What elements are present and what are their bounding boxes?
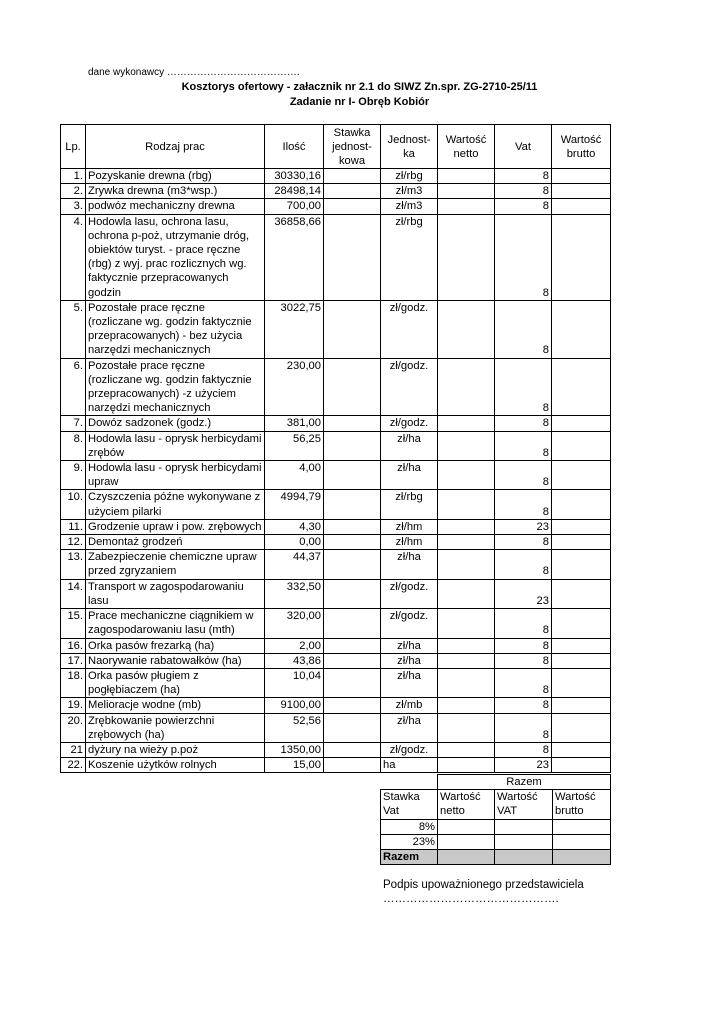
row-net-value xyxy=(438,519,495,534)
row-quantity: 0,00 xyxy=(265,535,324,550)
row-unit: zł/godz. xyxy=(381,579,438,608)
table-row xyxy=(61,550,611,579)
row-vat: 8 xyxy=(495,416,552,431)
row-unit-rate xyxy=(324,184,381,199)
row-unit-rate xyxy=(324,358,381,416)
row-vat: 23 xyxy=(495,519,552,534)
row-gross-value xyxy=(552,668,611,697)
row-net-value xyxy=(438,638,495,653)
row-work-type: Zrywka drewna (m3*wsp.) xyxy=(86,184,265,199)
row-unit-rate xyxy=(324,653,381,668)
header-rodzaj-prac: Rodzaj prac xyxy=(86,125,265,169)
row-gross-value xyxy=(552,214,611,300)
row-lp: 4. xyxy=(61,214,86,300)
row-gross-value xyxy=(552,358,611,416)
row-quantity: 2,00 xyxy=(265,638,324,653)
row-unit: zł/ha xyxy=(381,550,438,579)
row-unit: zł/ha xyxy=(381,638,438,653)
summary-cell xyxy=(495,820,553,835)
row-vat: 8 xyxy=(495,184,552,199)
table-body xyxy=(61,169,611,773)
row-vat: 8 xyxy=(495,653,552,668)
row-vat: 8 xyxy=(495,300,552,358)
row-gross-value xyxy=(552,199,611,214)
row-quantity: 3022,75 xyxy=(265,300,324,358)
signature-label: Podpis upoważnionego przedstawiciela xyxy=(383,879,584,891)
row-lp: 18. xyxy=(61,668,86,697)
row-lp: 15. xyxy=(61,609,86,638)
row-unit-rate xyxy=(324,550,381,579)
row-unit: zł/godz. xyxy=(381,416,438,431)
row-work-type: Prace mechaniczne ciągnikiem w zagospodarowaniu lasu (mth) xyxy=(86,609,265,638)
row-work-type: Koszenie użytków rolnych xyxy=(86,758,265,773)
row-lp: 8. xyxy=(61,431,86,460)
summary-wartosc-brutto: Wartość brutto xyxy=(553,790,611,820)
row-quantity: 28498,14 xyxy=(265,184,324,199)
table-row xyxy=(61,609,611,638)
summary-cell xyxy=(438,820,495,835)
row-vat: 8 xyxy=(495,535,552,550)
row-unit-rate xyxy=(324,742,381,757)
header-lp: Lp. xyxy=(61,125,86,169)
row-unit: zł/ha xyxy=(381,461,438,490)
row-quantity: 381,00 xyxy=(265,416,324,431)
row-gross-value xyxy=(552,184,611,199)
table-row xyxy=(61,199,611,214)
row-lp: 22. xyxy=(61,758,86,773)
row-lp: 21 xyxy=(61,742,86,757)
summary-rate-8: 8% xyxy=(381,820,438,835)
row-net-value xyxy=(438,742,495,757)
summary-cell xyxy=(553,850,611,865)
row-vat: 8 xyxy=(495,490,552,519)
row-quantity: 52,56 xyxy=(265,713,324,742)
row-vat: 8 xyxy=(495,461,552,490)
row-unit: zł/m3 xyxy=(381,184,438,199)
row-gross-value xyxy=(552,416,611,431)
row-net-value xyxy=(438,668,495,697)
row-unit: zł/m3 xyxy=(381,199,438,214)
row-unit: zł/ha xyxy=(381,668,438,697)
row-gross-value xyxy=(552,550,611,579)
table-row xyxy=(61,668,611,697)
row-vat: 8 xyxy=(495,550,552,579)
summary-cell xyxy=(553,820,611,835)
document-subtitle: Zadanie nr I- Obręb Kobiór xyxy=(289,96,430,108)
row-lp: 2. xyxy=(61,184,86,199)
row-lp: 1. xyxy=(61,169,86,184)
row-net-value xyxy=(438,300,495,358)
row-gross-value xyxy=(552,431,611,460)
row-gross-value xyxy=(552,638,611,653)
header-ilosc: Ilość xyxy=(265,125,324,169)
row-work-type: Pozyskanie drewna (rbg) xyxy=(86,169,265,184)
row-unit-rate xyxy=(324,431,381,460)
row-lp: 6. xyxy=(61,358,86,416)
row-unit-rate xyxy=(324,535,381,550)
row-quantity: 700,00 xyxy=(265,199,324,214)
summary-cell xyxy=(438,835,495,850)
table-row xyxy=(61,169,611,184)
summary-stawka-vat: Stawka Vat xyxy=(381,790,438,820)
row-lp: 7. xyxy=(61,416,86,431)
row-quantity: 4,30 xyxy=(265,519,324,534)
row-unit-rate xyxy=(324,300,381,358)
header-stawka: Stawka jednost-kowa xyxy=(324,125,381,169)
row-unit-rate xyxy=(324,638,381,653)
vat-summary-table xyxy=(380,774,611,865)
row-unit: zł/mb xyxy=(381,698,438,713)
table-row xyxy=(61,431,611,460)
row-vat: 8 xyxy=(495,668,552,697)
row-unit-rate xyxy=(324,490,381,519)
row-unit-rate xyxy=(324,214,381,300)
row-quantity: 332,50 xyxy=(265,579,324,608)
row-net-value xyxy=(438,169,495,184)
row-gross-value xyxy=(552,713,611,742)
contractor-data-line: dane wykonawcy …………………………………. xyxy=(88,67,300,78)
row-net-value xyxy=(438,199,495,214)
row-net-value xyxy=(438,698,495,713)
table-row xyxy=(61,214,611,300)
row-unit-rate xyxy=(324,698,381,713)
row-lp: 16. xyxy=(61,638,86,653)
row-vat: 23 xyxy=(495,758,552,773)
row-vat: 8 xyxy=(495,742,552,757)
summary-cell xyxy=(438,850,495,865)
row-net-value xyxy=(438,550,495,579)
row-quantity: 9100,00 xyxy=(265,698,324,713)
row-lp: 10. xyxy=(61,490,86,519)
row-lp: 20. xyxy=(61,713,86,742)
row-unit: zł/ha xyxy=(381,653,438,668)
row-vat: 8 xyxy=(495,713,552,742)
row-net-value xyxy=(438,490,495,519)
row-lp: 12. xyxy=(61,535,86,550)
row-gross-value xyxy=(552,535,611,550)
summary-wartosc-vat: Wartość VAT xyxy=(495,790,553,820)
table-row xyxy=(61,653,611,668)
row-net-value xyxy=(438,184,495,199)
row-vat: 8 xyxy=(495,609,552,638)
table-row xyxy=(61,638,611,653)
row-unit: zł/rbg xyxy=(381,214,438,300)
summary-total-label: Razem xyxy=(381,850,438,865)
row-lp: 17. xyxy=(61,653,86,668)
row-work-type: dyżury na wieży p.poż xyxy=(86,742,265,757)
row-quantity: 56,25 xyxy=(265,431,324,460)
table-row xyxy=(61,713,611,742)
row-gross-value xyxy=(552,742,611,757)
row-quantity: 320,00 xyxy=(265,609,324,638)
row-vat: 23 xyxy=(495,579,552,608)
signature-line: ………………………………………. xyxy=(383,893,559,905)
row-gross-value xyxy=(552,169,611,184)
table-row xyxy=(61,461,611,490)
row-unit-rate xyxy=(324,579,381,608)
row-work-type: Zrębkowanie powierzchni zrębowych (ha) xyxy=(86,713,265,742)
row-gross-value xyxy=(552,579,611,608)
row-work-type: Orka pasów frezarką (ha) xyxy=(86,638,265,653)
row-quantity: 4,00 xyxy=(265,461,324,490)
row-work-type: Orka pasów pługiem z pogłębiaczem (ha) xyxy=(86,668,265,697)
row-vat: 8 xyxy=(495,214,552,300)
row-vat: 8 xyxy=(495,358,552,416)
table-row xyxy=(61,300,611,358)
table-row xyxy=(61,698,611,713)
row-vat: 8 xyxy=(495,698,552,713)
summary-cell xyxy=(553,835,611,850)
row-unit: zł/rbg xyxy=(381,169,438,184)
row-lp: 3. xyxy=(61,199,86,214)
row-quantity: 10,04 xyxy=(265,668,324,697)
row-work-type: podwóz mechaniczny drewna xyxy=(86,199,265,214)
row-unit: zł/godz. xyxy=(381,300,438,358)
summary-rate-23: 23% xyxy=(381,835,438,850)
row-unit: zł/godz. xyxy=(381,609,438,638)
row-net-value xyxy=(438,358,495,416)
row-unit-rate xyxy=(324,519,381,534)
row-unit-rate xyxy=(324,461,381,490)
row-work-type: Hodowla lasu - oprysk herbicydami zrębów xyxy=(86,431,265,460)
table-row xyxy=(61,579,611,608)
row-unit: zł/hm xyxy=(381,519,438,534)
row-unit: ha xyxy=(381,758,438,773)
row-unit-rate xyxy=(324,609,381,638)
row-gross-value xyxy=(552,698,611,713)
row-quantity: 43,86 xyxy=(265,653,324,668)
row-gross-value xyxy=(552,758,611,773)
row-work-type: Zabezpieczenie chemiczne upraw przed zgryzaniem xyxy=(86,550,265,579)
row-lp: 9. xyxy=(61,461,86,490)
header-wartosc-netto: Wartość netto xyxy=(438,125,495,169)
row-work-type: Pozostałe prace ręczne (rozliczane wg. godzin faktycznie przepracowanych) - bez użycia narzędzi mechanicznych xyxy=(86,300,265,358)
table-row xyxy=(61,490,611,519)
row-quantity: 230,00 xyxy=(265,358,324,416)
row-quantity: 30330,16 xyxy=(265,169,324,184)
header-wartosc-brutto: Wartość brutto xyxy=(552,125,611,169)
table-row xyxy=(61,535,611,550)
row-net-value xyxy=(438,758,495,773)
row-quantity: 4994,79 xyxy=(265,490,324,519)
row-vat: 8 xyxy=(495,431,552,460)
row-quantity: 1350,00 xyxy=(265,742,324,757)
row-unit-rate xyxy=(324,169,381,184)
row-work-type: Naorywanie rabatowałków (ha) xyxy=(86,653,265,668)
table-row xyxy=(61,184,611,199)
row-vat: 8 xyxy=(495,638,552,653)
row-gross-value xyxy=(552,461,611,490)
table-row xyxy=(61,416,611,431)
row-net-value xyxy=(438,431,495,460)
row-quantity: 44,37 xyxy=(265,550,324,579)
row-vat: 8 xyxy=(495,169,552,184)
row-work-type: Melioracje wodne (mb) xyxy=(86,698,265,713)
document-title: Kosztorys ofertowy - załacznik nr 2.1 do SIWZ Zn.spr. ZG-2710-25/11 xyxy=(181,81,538,93)
row-net-value xyxy=(438,461,495,490)
row-net-value xyxy=(438,713,495,742)
row-work-type: Czyszczenia późne wykonywane z użyciem pilarki xyxy=(86,490,265,519)
table-row xyxy=(61,742,611,757)
row-work-type: Hodowla lasu, ochrona lasu, ochrona p-poż, utrzymanie dróg, obiektów turyst. - prace ręczne (rbg) z wyj. prac rozlicznych wg. faktycznie przepracowanych godzin xyxy=(86,214,265,300)
row-net-value xyxy=(438,214,495,300)
row-lp: 13. xyxy=(61,550,86,579)
summary-wartosc-netto: Wartość netto xyxy=(438,790,495,820)
row-unit: zł/hm xyxy=(381,535,438,550)
summary-blank-cell xyxy=(381,775,438,790)
row-lp: 19. xyxy=(61,698,86,713)
row-net-value xyxy=(438,579,495,608)
row-work-type: Transport w zagospodarowaniu lasu xyxy=(86,579,265,608)
row-net-value xyxy=(438,609,495,638)
row-gross-value xyxy=(552,490,611,519)
row-unit-rate xyxy=(324,199,381,214)
row-work-type: Grodzenie upraw i pow. zrębowych xyxy=(86,519,265,534)
row-net-value xyxy=(438,535,495,550)
row-lp: 11. xyxy=(61,519,86,534)
row-unit: zł/ha xyxy=(381,431,438,460)
summary-cell xyxy=(495,850,553,865)
summary-cell xyxy=(495,835,553,850)
row-unit: zł/rbg xyxy=(381,490,438,519)
row-net-value xyxy=(438,653,495,668)
row-net-value xyxy=(438,416,495,431)
row-lp: 5. xyxy=(61,300,86,358)
row-work-type: Hodowla lasu - oprysk herbicydami upraw xyxy=(86,461,265,490)
table-row xyxy=(61,358,611,416)
row-unit-rate xyxy=(324,416,381,431)
row-gross-value xyxy=(552,653,611,668)
summary-razem-header: Razem xyxy=(438,775,611,790)
row-unit-rate xyxy=(324,758,381,773)
row-work-type: Pozostałe prace ręczne (rozliczane wg. godzin faktycznie przepracowanych) -z użyciem narzędzi mechanicznych xyxy=(86,358,265,416)
row-unit-rate xyxy=(324,668,381,697)
row-gross-value xyxy=(552,609,611,638)
row-work-type: Demontaż grodzeń xyxy=(86,535,265,550)
row-gross-value xyxy=(552,519,611,534)
row-lp: 14. xyxy=(61,579,86,608)
row-quantity: 36858,66 xyxy=(265,214,324,300)
row-work-type: Dowóz sadzonek (godz.) xyxy=(86,416,265,431)
header-jednostka: Jednost-ka xyxy=(381,125,438,169)
header-vat: Vat xyxy=(495,125,552,169)
cost-estimate-table xyxy=(60,124,611,773)
table-row xyxy=(61,758,611,773)
row-unit-rate xyxy=(324,713,381,742)
table-row xyxy=(61,519,611,534)
row-unit: zł/godz. xyxy=(381,358,438,416)
row-gross-value xyxy=(552,300,611,358)
row-vat: 8 xyxy=(495,199,552,214)
row-unit: zł/godz. xyxy=(381,742,438,757)
row-quantity: 15,00 xyxy=(265,758,324,773)
row-unit: zł/ha xyxy=(381,713,438,742)
